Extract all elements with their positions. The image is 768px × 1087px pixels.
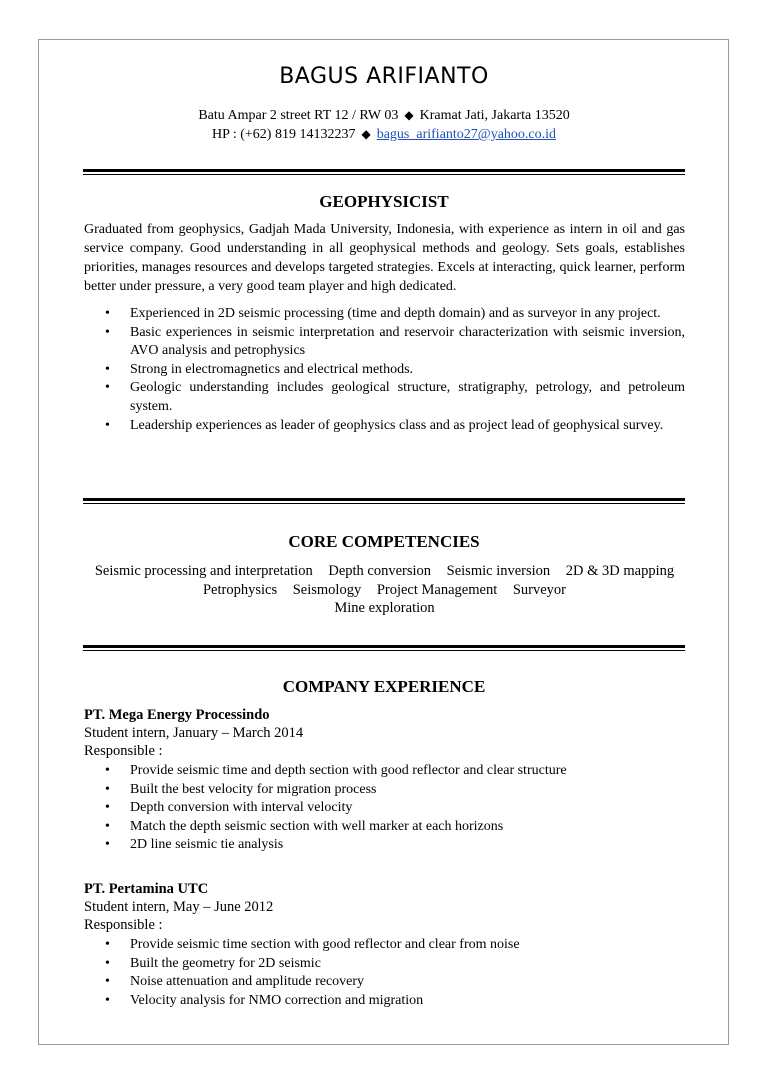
company-name: PT. Mega Energy Processindo [84, 707, 270, 723]
company-duty-list [84, 936, 685, 1010]
bullet-icon: • [105, 955, 110, 971]
competency-item: Seismic processing and interpretation [94, 563, 313, 579]
email-link[interactable]: bagus_arifianto27@yahoo.co.id [376, 127, 557, 142]
competency-item: Petrophysics [202, 581, 278, 598]
list-item: • Velocity analysis for NMO correction and migration [84, 992, 685, 1011]
street-address: Batu Ampar 2 street RT 12 / RW 03 [198, 108, 399, 123]
list-item: • Depth conversion with interval velocity [84, 799, 685, 818]
list-item: • Strong in electromagnetics and electrical methods. [84, 361, 685, 380]
list-item: • Basic experiences in seismic interpretation and reservoir characterization with seismic inversion, AVO analysis and petrophysics [105, 324, 685, 359]
bullet-icon: • [105, 324, 110, 340]
diamond-icon: ◆ [361, 127, 371, 141]
list-item: • 2D line seismic tie analysis [84, 836, 685, 855]
list-item: • Leadership experiences as leader of geophysics class and as project lead of geophysical survey. [84, 417, 685, 436]
bullet-icon: • [105, 380, 110, 396]
bullet-icon: • [105, 837, 110, 853]
bullet-icon: • [105, 992, 110, 1008]
list-item: • Noise attenuation and amplitude recovery [84, 973, 685, 992]
profile-summary: Graduated from geophysics, Gadjah Mada University, Indonesia, with experience as intern in oil and gas service company. Good understanding in all geophysical methods and geology. Sets goals, establishes priorities, manages resources and develops targeted strategies. Excels at interacting, quick learner, perform better under pressure, a very good team player and high dedicated. [84, 222, 685, 294]
list-item: • Provide seismic time section with good reflector and clear from noise [84, 936, 685, 955]
company-role: Student intern, May – June 2012 [84, 899, 274, 915]
section-divider [83, 498, 685, 501]
company-duty-list [84, 762, 685, 855]
profile-bullet-list [84, 305, 685, 435]
bullet-icon: • [105, 781, 110, 797]
list-item: • Provide seismic time and depth section with good reflector and clear structure [84, 762, 685, 781]
bullet-icon: • [105, 361, 110, 377]
contact-line [0, 127, 768, 143]
bullet-icon: • [105, 306, 110, 321]
experience-heading: COMPANY EXPERIENCE [282, 677, 486, 696]
bullet-icon: • [105, 800, 110, 816]
candidate-name: BAGUS ARIFIANTO [279, 64, 489, 89]
profile-heading: GEOPHYSICIST [319, 192, 449, 211]
competency-item: Surveyor [512, 581, 567, 598]
phone-number: HP : (+62) 819 14132237 [211, 127, 356, 142]
competency-item: Mine exploration [334, 600, 435, 616]
bullet-icon: • [105, 417, 110, 433]
company-role: Student intern, January – March 2014 [84, 725, 304, 741]
list-item: • Match the depth seismic section with well marker at each horizons [84, 818, 685, 837]
company-name: PT. Pertamina UTC [84, 881, 209, 897]
competencies-list [84, 562, 685, 618]
competencies-heading: CORE COMPETENCIES [288, 532, 480, 551]
city-address: Kramat Jati, Jakarta 13520 [419, 108, 570, 123]
competency-item: Project Management [376, 581, 498, 598]
section-divider [83, 169, 685, 172]
list-item: • Built the best velocity for migration process [84, 781, 685, 800]
competency-item: Depth conversion [328, 563, 432, 579]
bullet-icon: • [105, 818, 110, 834]
bullet-icon: • [105, 937, 110, 952]
competency-item: Seismic inversion [446, 563, 551, 579]
diamond-icon: ◆ [404, 108, 414, 122]
address-line [0, 108, 768, 124]
list-item: • Experienced in 2D seismic processing (time and depth domain) and as surveyor in any project. [84, 305, 685, 324]
list-item: • Built the geometry for 2D seismic [84, 955, 685, 974]
bullet-icon: • [105, 974, 110, 990]
responsible-label: Responsible : [84, 743, 163, 759]
responsible-label: Responsible : [84, 917, 163, 933]
competency-item: Seismology [292, 581, 362, 598]
list-item: • Geologic understanding includes geological structure, stratigraphy, petrology, and petroleum system. [105, 380, 685, 414]
section-divider [83, 645, 685, 648]
competency-item: 2D & 3D mapping [565, 563, 675, 579]
bullet-icon: • [105, 763, 110, 778]
